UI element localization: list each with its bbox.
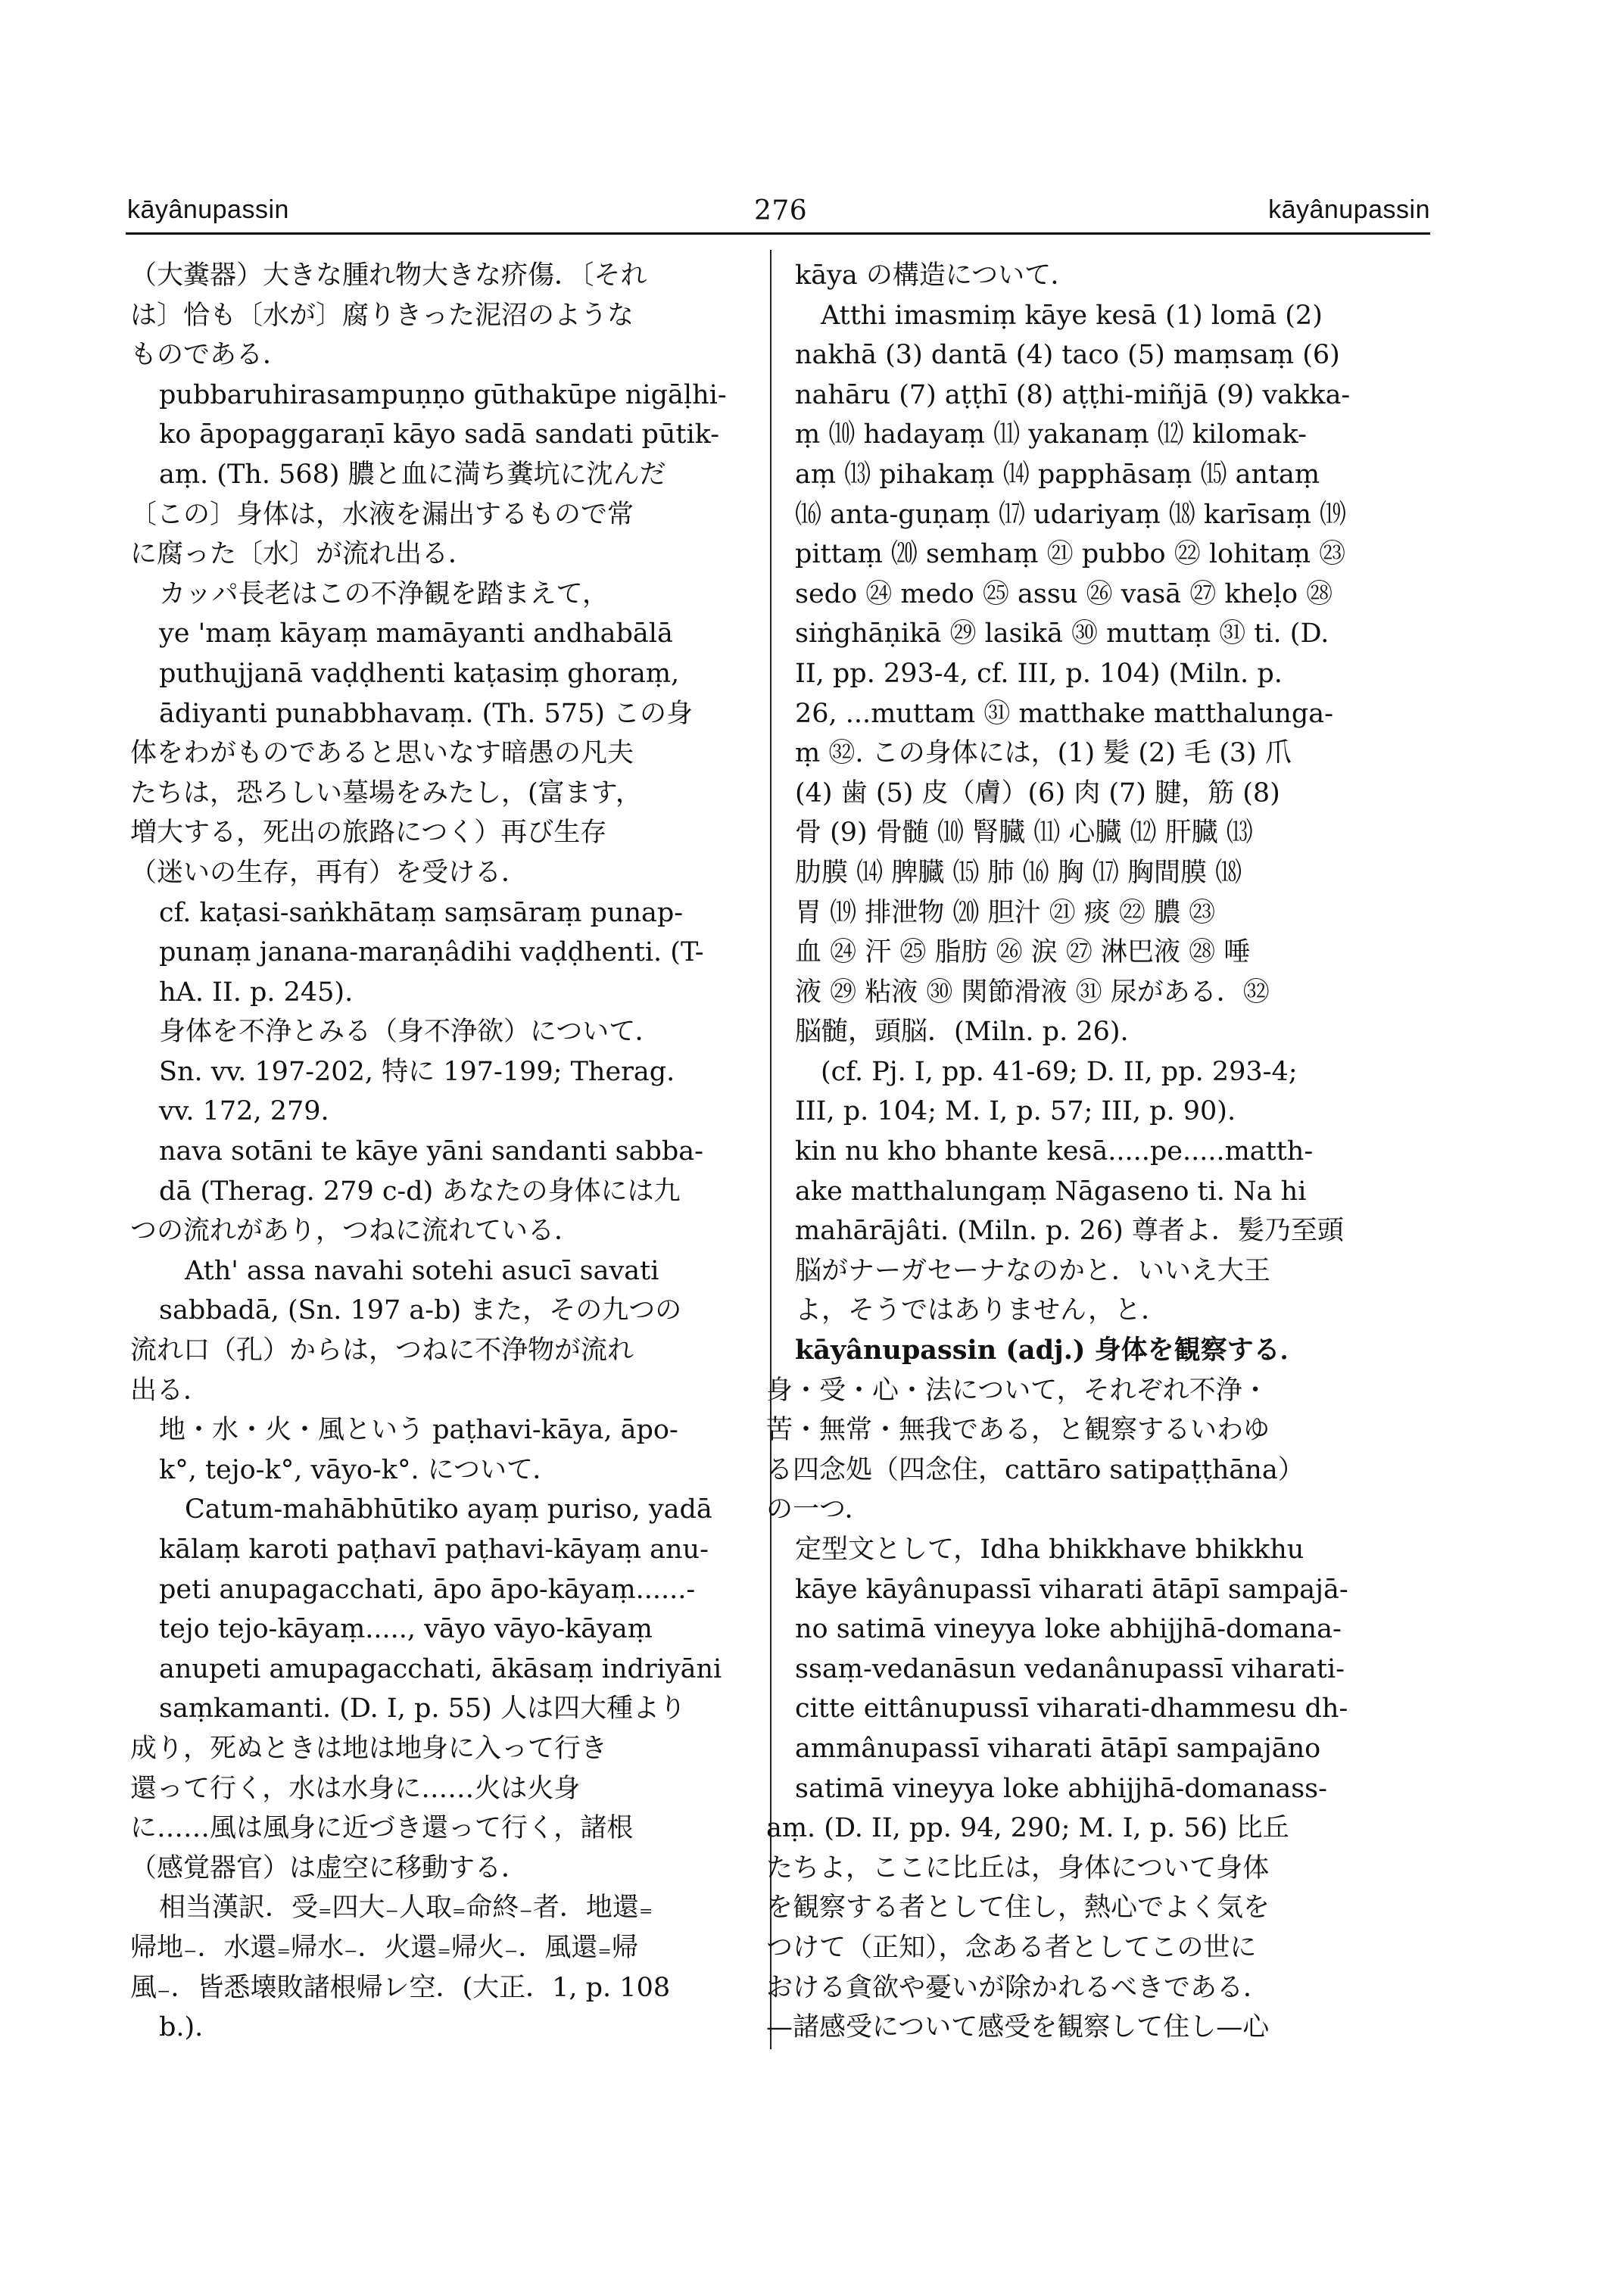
right-column bbox=[766, 256, 1401, 2048]
text-line: siṅghāṇikā ㉙ lasikā ㉚ muttaṃ ㉛ ti. (D. bbox=[795, 618, 1329, 650]
text-line: たちは，恐ろしい墓場をみたし，(富ます， bbox=[130, 777, 642, 808]
text-line: satimā vineyya loke abhijjhā-domanass- bbox=[795, 1773, 1327, 1804]
header-rule bbox=[126, 232, 1430, 235]
text-line: 増大する，死出の旅路につく）再び生存 bbox=[130, 818, 607, 849]
left-column bbox=[130, 256, 751, 2048]
text-line: nahāru (7) aṭṭhī (8) aṭṭhi-miñjā (9) vakka- bbox=[795, 379, 1351, 410]
text-line: cf. kaṭasi-saṅkhātaṃ saṃsāraṃ punap- bbox=[159, 897, 684, 928]
text-line: 液 ㉙ 粘液 ㉚ 関節滑液 ㉛ 尿がある．㉜ bbox=[795, 977, 1270, 1008]
text-line: II, pp. 293-4, cf. III, p. 104) (Miln. p. bbox=[795, 658, 1283, 689]
text-line: citte eittânupussī viharati-dhammesu dh- bbox=[795, 1693, 1348, 1724]
text-line: Sn. vv. 197-202, 特に 197-199; Therag. bbox=[159, 1056, 675, 1087]
text-line: （大糞器）大きな腫れ物大きな疥傷．〔それ bbox=[130, 260, 647, 291]
text-line: 26, ...muttam ㉛ matthake matthalunga- bbox=[795, 698, 1333, 729]
text-line: dā (Therag. 279 c-d) あなたの身体には九 bbox=[159, 1176, 681, 1207]
text-line: 脳髄，頭脳．(Miln. p. 26). bbox=[795, 1017, 1129, 1048]
text-line: kāye kāyânupassī viharati ātāpī sampajā- bbox=[795, 1574, 1348, 1605]
text-line: に……風は風身に近づき還って行く，諸根 bbox=[130, 1813, 634, 1844]
text-line: を観察する者として住し，熱心でよく気を bbox=[766, 1893, 1270, 1924]
text-line: カッパ長老はこの不浄観を踏まえて， bbox=[159, 578, 609, 609]
text-line: vv. 172, 279. bbox=[159, 1096, 329, 1127]
text-line: 風₋．皆悉壊敗諸根帰レ空．(大正．1, p. 108 bbox=[130, 1972, 671, 2003]
text-line: —諸感受について感受を観察して住し—心 bbox=[766, 2012, 1270, 2043]
text-line: aṃ. (D. II, pp. 94, 290; M. I, p. 56) 比丘 bbox=[766, 1813, 1289, 1844]
text-line: no satimā vineyya loke abhijjhā-domana- bbox=[795, 1614, 1342, 1645]
text-line: は〕恰も〔水が〕腐りきった泥沼のような bbox=[130, 300, 634, 331]
text-line: kāyânupassin (adj.) 身体を観察する． bbox=[795, 1335, 1307, 1366]
text-line: つの流れがあり，つねに流れている． bbox=[130, 1216, 581, 1247]
text-line: Ath' assa navahi sotehi asucī savati bbox=[185, 1255, 659, 1286]
text-line: 帰地₋．水還₌帰水₋．火還₌帰火₋．風還₌帰 bbox=[130, 1932, 638, 1963]
text-line: 体をわがものであると思いなす暗愚の凡夫 bbox=[130, 738, 634, 769]
text-line: ammânupassī viharati ātāpī sampajāno bbox=[795, 1733, 1321, 1764]
text-line: ṃ ㉜. この身体には，(1) 髪 (2) 毛 (3) 爪 bbox=[795, 738, 1292, 769]
text-line: 流れ口（孔）からは，つねに不浄物が流れ bbox=[130, 1335, 634, 1366]
text-line: 地・水・火・風という paṭhavi-kāya, āpo- bbox=[159, 1415, 678, 1446]
text-line: 身体を不浄とみる（身不浄欲）について． bbox=[159, 1017, 662, 1048]
text-line: 還って行く，水は水身に……火は火身 bbox=[130, 1773, 581, 1804]
text-line: mahārājâti. (Miln. p. 26) 尊者よ．髪乃至頭 bbox=[795, 1216, 1344, 1247]
text-line: ye 'maṃ kāyaṃ mamāyanti andhabālā bbox=[159, 618, 673, 650]
text-line: anupeti amupagacchati, ākāsaṃ indriyāni bbox=[159, 1653, 722, 1684]
text-line: aṃ ⒀ pihakaṃ ⒁ papphāsaṃ ⒂ antaṃ bbox=[795, 459, 1320, 490]
text-line: b.). bbox=[159, 2012, 204, 2043]
text-line: pubbaruhirasampuṇṇo gūthakūpe nigāḷhi- bbox=[159, 379, 727, 410]
text-line: 骨 (9) 骨髄 ⑽ 腎臓 ⑾ 心臓 ⑿ 肝臓 ⒀ bbox=[795, 818, 1253, 849]
text-line: ādiyanti punabbhavaṃ. (Th. 575) この身 bbox=[159, 698, 694, 729]
page-number: 276 bbox=[754, 195, 808, 226]
text-line: 身・受・心・法について，それぞれ不浄・ bbox=[766, 1375, 1269, 1406]
text-line: 成り，死ぬときは地は地身に入って行き bbox=[130, 1733, 608, 1764]
text-line: おける貪欲や憂いが除かれるべきである． bbox=[766, 1972, 1270, 2003]
text-line: の一つ． bbox=[766, 1494, 871, 1525]
text-line: 相当漢訳．受₌四大₋人取₌命終₋者．地還₌ bbox=[159, 1893, 653, 1924]
text-line: ṃ ⑽ hadayaṃ ⑾ yakanaṃ ⑿ kilomak- bbox=[795, 419, 1307, 450]
running-header-left: kāyânupassin bbox=[127, 195, 289, 224]
text-line: kin nu kho bhante kesā.....pe.....matth- bbox=[795, 1136, 1314, 1167]
text-line: 肋膜 ⒁ 脾臓 ⒂ 肺 ⒃ 胸 ⒄ 胸間膜 ⒅ bbox=[795, 857, 1242, 888]
text-line: 苦・無常・無我である，と観察するいわゆ bbox=[766, 1415, 1270, 1446]
running-header-right: kāyânupassin bbox=[1268, 195, 1430, 224]
text-line: ssaṃ-vedanāsun vedanânupassī viharati- bbox=[795, 1653, 1345, 1684]
text-line: つけて（正知），念ある者としてこの世に bbox=[766, 1932, 1257, 1963]
text-line: （感覚器官）は虚空に移動する． bbox=[130, 1852, 528, 1883]
text-line: (cf. Pj. I, pp. 41-69; D. II, pp. 293-4; bbox=[821, 1056, 1298, 1087]
text-line: k°, tejo-k°, vāyo-k°. について． bbox=[159, 1454, 560, 1485]
text-line: 〔この〕身体は，水液を漏出するもので常 bbox=[130, 499, 634, 530]
text-line: punaṃ janana-maraṇâdihi vaḍḍhenti. (T- bbox=[159, 937, 704, 968]
text-line: (4) 歯 (5) 皮（膚）(6) 肉 (7) 腱，筋 (8) bbox=[795, 777, 1280, 808]
text-line: ものである． bbox=[130, 340, 290, 371]
text-line: hA. II. p. 245). bbox=[159, 977, 354, 1008]
text-line: pittaṃ ⒇ semhaṃ ㉑ pubbo ㉒ lohitaṃ ㉓ bbox=[795, 539, 1346, 570]
text-line: III, p. 104; M. I, p. 57; III, p. 90). bbox=[795, 1096, 1236, 1127]
text-line: る四念処（四念住，cattāro satipaṭṭhāna） bbox=[766, 1454, 1304, 1485]
text-line: nakhā (3) dantā (4) taco (5) maṃsaṃ (6) bbox=[795, 340, 1340, 371]
text-line: ake matthalungaṃ Nāgaseno ti. Na hi bbox=[795, 1176, 1307, 1207]
text-line: kāya の構造について． bbox=[795, 260, 1077, 291]
text-line: （迷いの生存，再有）を受ける． bbox=[130, 857, 528, 888]
text-line: Atthi imasmiṃ kāye kesā (1) lomā (2) bbox=[821, 300, 1323, 331]
text-line: ⒃ anta-guṇaṃ ⒄ udariyaṃ ⒅ karīsaṃ ⒆ bbox=[795, 499, 1347, 530]
text-line: Catum-mahābhūtiko ayaṃ puriso, yadā bbox=[185, 1494, 712, 1525]
text-line: tejo tejo-kāyaṃ....., vāyo vāyo-kāyaṃ bbox=[159, 1614, 653, 1645]
text-line: saṃkamanti. (D. I, p. 55) 人は四大種より bbox=[159, 1693, 686, 1724]
text-line: peti anupagacchati, āpo āpo-kāyaṃ......- bbox=[159, 1574, 696, 1605]
text-line: kālaṃ karoti paṭhavī paṭhavi-kāyaṃ anu- bbox=[159, 1534, 709, 1565]
text-line: 脳がナーガセーナなのかと．いいえ大王 bbox=[795, 1255, 1270, 1286]
text-line: に腐った〔水〕が流れ出る． bbox=[130, 539, 475, 570]
text-line: たちよ，ここに比丘は，身体について身体 bbox=[766, 1852, 1270, 1883]
text-line: aṃ. (Th. 568) 膿と血に満ち糞坑に沈んだ bbox=[159, 459, 666, 490]
text-line: よ，そうではありません，と． bbox=[795, 1295, 1168, 1326]
text-line: ko āpopaggaraṇī kāyo sadā sandati pūtik- bbox=[159, 419, 720, 450]
text-line: sedo ㉔ medo ㉕ assu ㉖ vasā ㉗ kheḷo ㉘ bbox=[795, 578, 1333, 609]
text-line: 血 ㉔ 汗 ㉕ 脂肪 ㉖ 涙 ㉗ 淋巴液 ㉘ 唾 bbox=[795, 937, 1251, 968]
text-line: puthujjanā vaḍḍhenti kaṭasiṃ ghoraṃ, bbox=[159, 658, 680, 689]
text-line: 出る． bbox=[130, 1375, 210, 1406]
text-line: sabbadā, (Sn. 197 a-b) また，その九つの bbox=[159, 1295, 682, 1326]
text-line: 胃 ⒆ 排泄物 ⒇ 胆汁 ㉑ 痰 ㉒ 膿 ㉓ bbox=[795, 897, 1216, 928]
text-line: 定型文として，Idha bhikkhave bhikkhu bbox=[795, 1534, 1304, 1565]
column-divider bbox=[770, 250, 771, 2049]
text-line: nava sotāni te kāye yāni sandanti sabba- bbox=[159, 1136, 703, 1167]
